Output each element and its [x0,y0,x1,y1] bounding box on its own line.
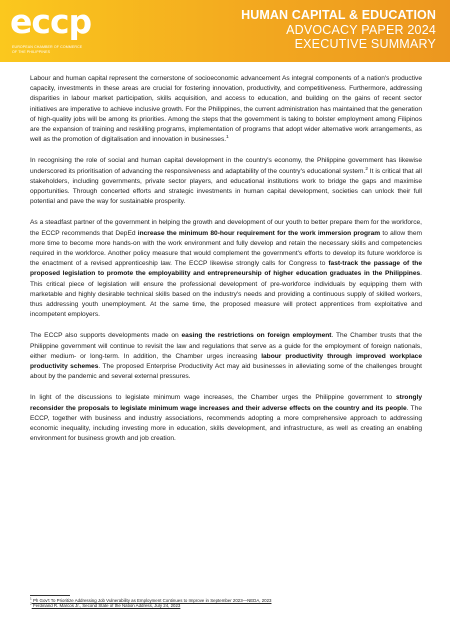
footnote-number: 1 [30,596,32,601]
header-banner [0,0,450,62]
paragraph-1 [30,74,422,145]
text-run: . This critical piece of legislation will ensure the professional development of pre-workforce individuals by equipping them with marketable and highly desirable technical skills based on the industry's needs and providing a continuous supply of skilled workers, thus addressing youth unemployment. At the same time, the proposed measure will protect apprentices from exploitative and incompetent employers. [30,270,422,319]
document-title [241,8,436,51]
title-topic: HUMAN CAPITAL & EDUCATION [241,8,436,22]
footnote-link[interactable]: Ferdinand R. Marcos Jr., Second State of the Nation Address, July 24, 2023 [31,603,181,609]
text-run: In light of the discussions to legislate minimum wage increases, the Chamber urges the Philippine government to [30,394,396,402]
eccp-logo [10,2,105,58]
footnote-ref: 2 [365,165,368,171]
footnote-2 [30,603,422,608]
bold-recommendation: fast-track the passage of the proposed legislation to promote the employability and entrepreneurship of higher education graduates in the Philippines [30,260,422,278]
text-run: Labour and human capital represent the cornerstone of socioeconomic advancement As integral components of a nation's productive capacity, investments in these areas are crucial for fostering innovation, productivity, and competitiveness. Furthermore, addressing disparities in labour market participation, skills acquisition, and access to education, and building on the gains of recent sector initiatives are imperative to achieve inclusive growth. For the Philippines, the current administration has maintained that the generation of high-quality jobs will be among its priorities. Among the steps that the government is taking to bolster employment among Filipinos are the expansion of training and reskilling programs, implementation of programs that adopt wider alternative work arrangements, as well as the promotion of digitalisation and innovation in businesses. [30,75,422,144]
text-run: The ECCP also supports developments made on [30,332,182,340]
text-run: . The Chamber trusts that the Philippine government will continue to revisit the law and regulations that serve as a guide for the employment of foreign nationals, either medium- or long-term. In addition, the Chamber urges increasing [30,332,423,360]
footnote-ref: 1 [226,134,229,140]
logo-wordmark: eccp [10,2,92,41]
paragraph-2 [30,156,422,207]
footnote-divider [30,595,70,596]
title-summary: EXECUTIVE SUMMARY [294,37,436,51]
text-run: In recognising the role of social and human capital development in the country's economy, the Philippine government has likewise underscored its prioritisation of advancing the responsiveness and adaptability of the country's educational system. [30,157,422,175]
text-run: . The ECCP, together with business and industry associations, recommends adopting a more comprehensive approach to addressing economic inequality, including investing more in education, skills development, and infrastructure, as well as creating an enabling environment for business growth and job creation. [30,404,422,443]
paragraph-5 [30,393,422,444]
logo-subtitle-line1: EUROPEAN CHAMBER OF COMMERCE [12,45,83,49]
title-paper: ADVOCACY PAPER 2024 [286,23,436,37]
logo-subtitle-line2: OF THE PHILIPPINES [12,50,51,54]
body-text [30,74,422,456]
bold-recommendation: increase the minimum 80-hour requirement for the work immersion program [137,229,381,237]
footnote-link[interactable]: Ph Gov't To Prioritize Addressing Job Vulnerability as Employment Continues to Improve in September 2023—NEDA, 2023 [31,598,272,603]
text-run: to allow them more time to become more hands-on with the work environment and fully develop and retain the necessary skills and competencies required in the workforce. Another policy measure that would complement the government's efforts to develop its future workforce is the enactment of a revised apprenticeship law. The ECCP likewise strongly calls for Congress to [30,229,423,268]
footnote-number: 2 [30,601,32,606]
bold-recommendation: easing the restrictions on foreign employment [181,332,332,340]
footnotes [30,598,422,609]
text-run: It is critical that all stakeholders, including governments, private sector players, and educational institutions work to bridge the gaps and maximise opportunities. Through concerted efforts and strategic investments in human capital development, societies can unlock their full potential and pave the way for sustainable prosperity. [30,167,422,206]
paragraph-4 [30,331,422,382]
paragraph-3 [30,218,422,320]
text-run: As a steadfast partner of the government in helping the growth and development of our youth to better prepare them for the workforce, the ECCP recommends that DepEd [30,219,422,237]
bold-recommendation: strongly reconsider the proposals to legislate minimum wage increases and their adverse effects on the country and its people [30,394,422,412]
text-run: . The proposed Enterprise Productivity Act may aid businesses in alleviating some of the challenges brought about by the pandemic and several external pressures. [30,363,422,381]
bold-recommendation: labour productivity through improved workplace productivity schemes [30,352,422,371]
